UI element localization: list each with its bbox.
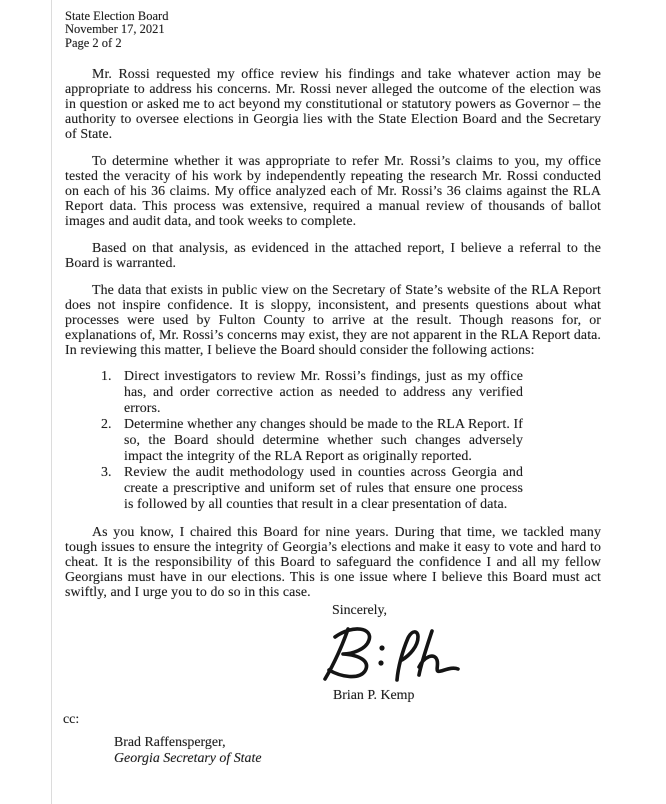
list-item-text: Review the audit methodology used in counties across Georgia and create a prescriptive and uniform set of rules that ensure one process is followed by all counties that result in a clear presentation of data.	[124, 464, 523, 512]
list-item-number: 1.	[101, 368, 112, 384]
recommended-actions-list	[101, 369, 523, 513]
paragraph-5: As you know, I chaired this Board for nine years. During that time, we tackled many tough issues to ensure the integrity of Georgia’s elections and make it easy to vote and hard to cheat. It is the responsibility of this Board to safeguard the confidence I and all my fellow Georgians must have in our elections. This is one issue where I believe this Board must act swiftly, and I urge you to do so in this case.	[65, 524, 601, 600]
list-item-text: Determine whether any changes should be made to the RLA Report. If so, the Board should determine whether such changes adversely impact the integrity of the RLA Report as originally reported.	[124, 416, 523, 464]
header-org: State Election Board	[65, 9, 169, 23]
list-item	[101, 417, 523, 465]
letter-body	[65, 67, 601, 600]
list-item-number: 3.	[101, 464, 112, 480]
list-item	[101, 369, 523, 417]
list-item-number: 2.	[101, 416, 112, 432]
list-item	[101, 465, 523, 513]
signature-block	[320, 603, 540, 704]
header-date: November 17, 2021	[65, 22, 165, 37]
header-page-number: Page 2 of 2	[65, 35, 122, 50]
handwritten-signature-icon	[320, 622, 460, 686]
cc-recipient-name: Brad Raffensperger,	[114, 734, 226, 750]
letter-content	[65, 10, 601, 612]
paragraph-4: The data that exists in public view on the Secretary of State’s website of the RLA Report does not inspire confidence. It is sloppy, inconsistent, and presents questions about what processes were used by Fulton County to arrive at the result. Though reasons for, or explanations of, Mr. Rossi’s concerns may exist, they are not apparent in the RLA Report data. In reviewing this matter, I believe the Board should consider the following actions:	[65, 282, 601, 358]
cc-recipient-title: Georgia Secretary of State	[114, 751, 262, 766]
list-item-text: Direct investigators to review Mr. Rossi’s findings, just as my office has, and order corrective action as needed to address any verified errors.	[124, 368, 523, 416]
paragraph-1: Mr. Rossi requested my office review his findings and take whatever action may be appropriate to address his concerns. Mr. Rossi never alleged the outcome of the election was in question or asked me to act beyond my constitutional or statutory powers as Governor – the authority to oversee elections in Georgia lies with the State Election Board and the Secretary of State.	[65, 66, 601, 142]
scan-edge-artifact	[51, 0, 52, 804]
closing-salutation: Sincerely,	[332, 603, 388, 618]
paragraph-3: Based on that analysis, as evidenced in the attached report, I believe a referral to the Board is warranted.	[65, 240, 601, 271]
cc-label: cc:	[63, 712, 80, 727]
paragraph-2: To determine whether it was appropriate to refer Mr. Rossi’s claims to you, my office tested the veracity of his work by independently repeating the research Mr. Rossi conducted on each of his 36 claims. My office analyzed each of Mr. Rossi’s 36 claims against the RLA Report data. This process was extensive, required a manual review of thousands of ballot images and audit data, and took weeks to complete.	[65, 153, 601, 229]
signatory-name: Brian P. Kemp	[333, 688, 415, 703]
letterhead	[65, 10, 601, 50]
cc-block	[63, 712, 262, 768]
